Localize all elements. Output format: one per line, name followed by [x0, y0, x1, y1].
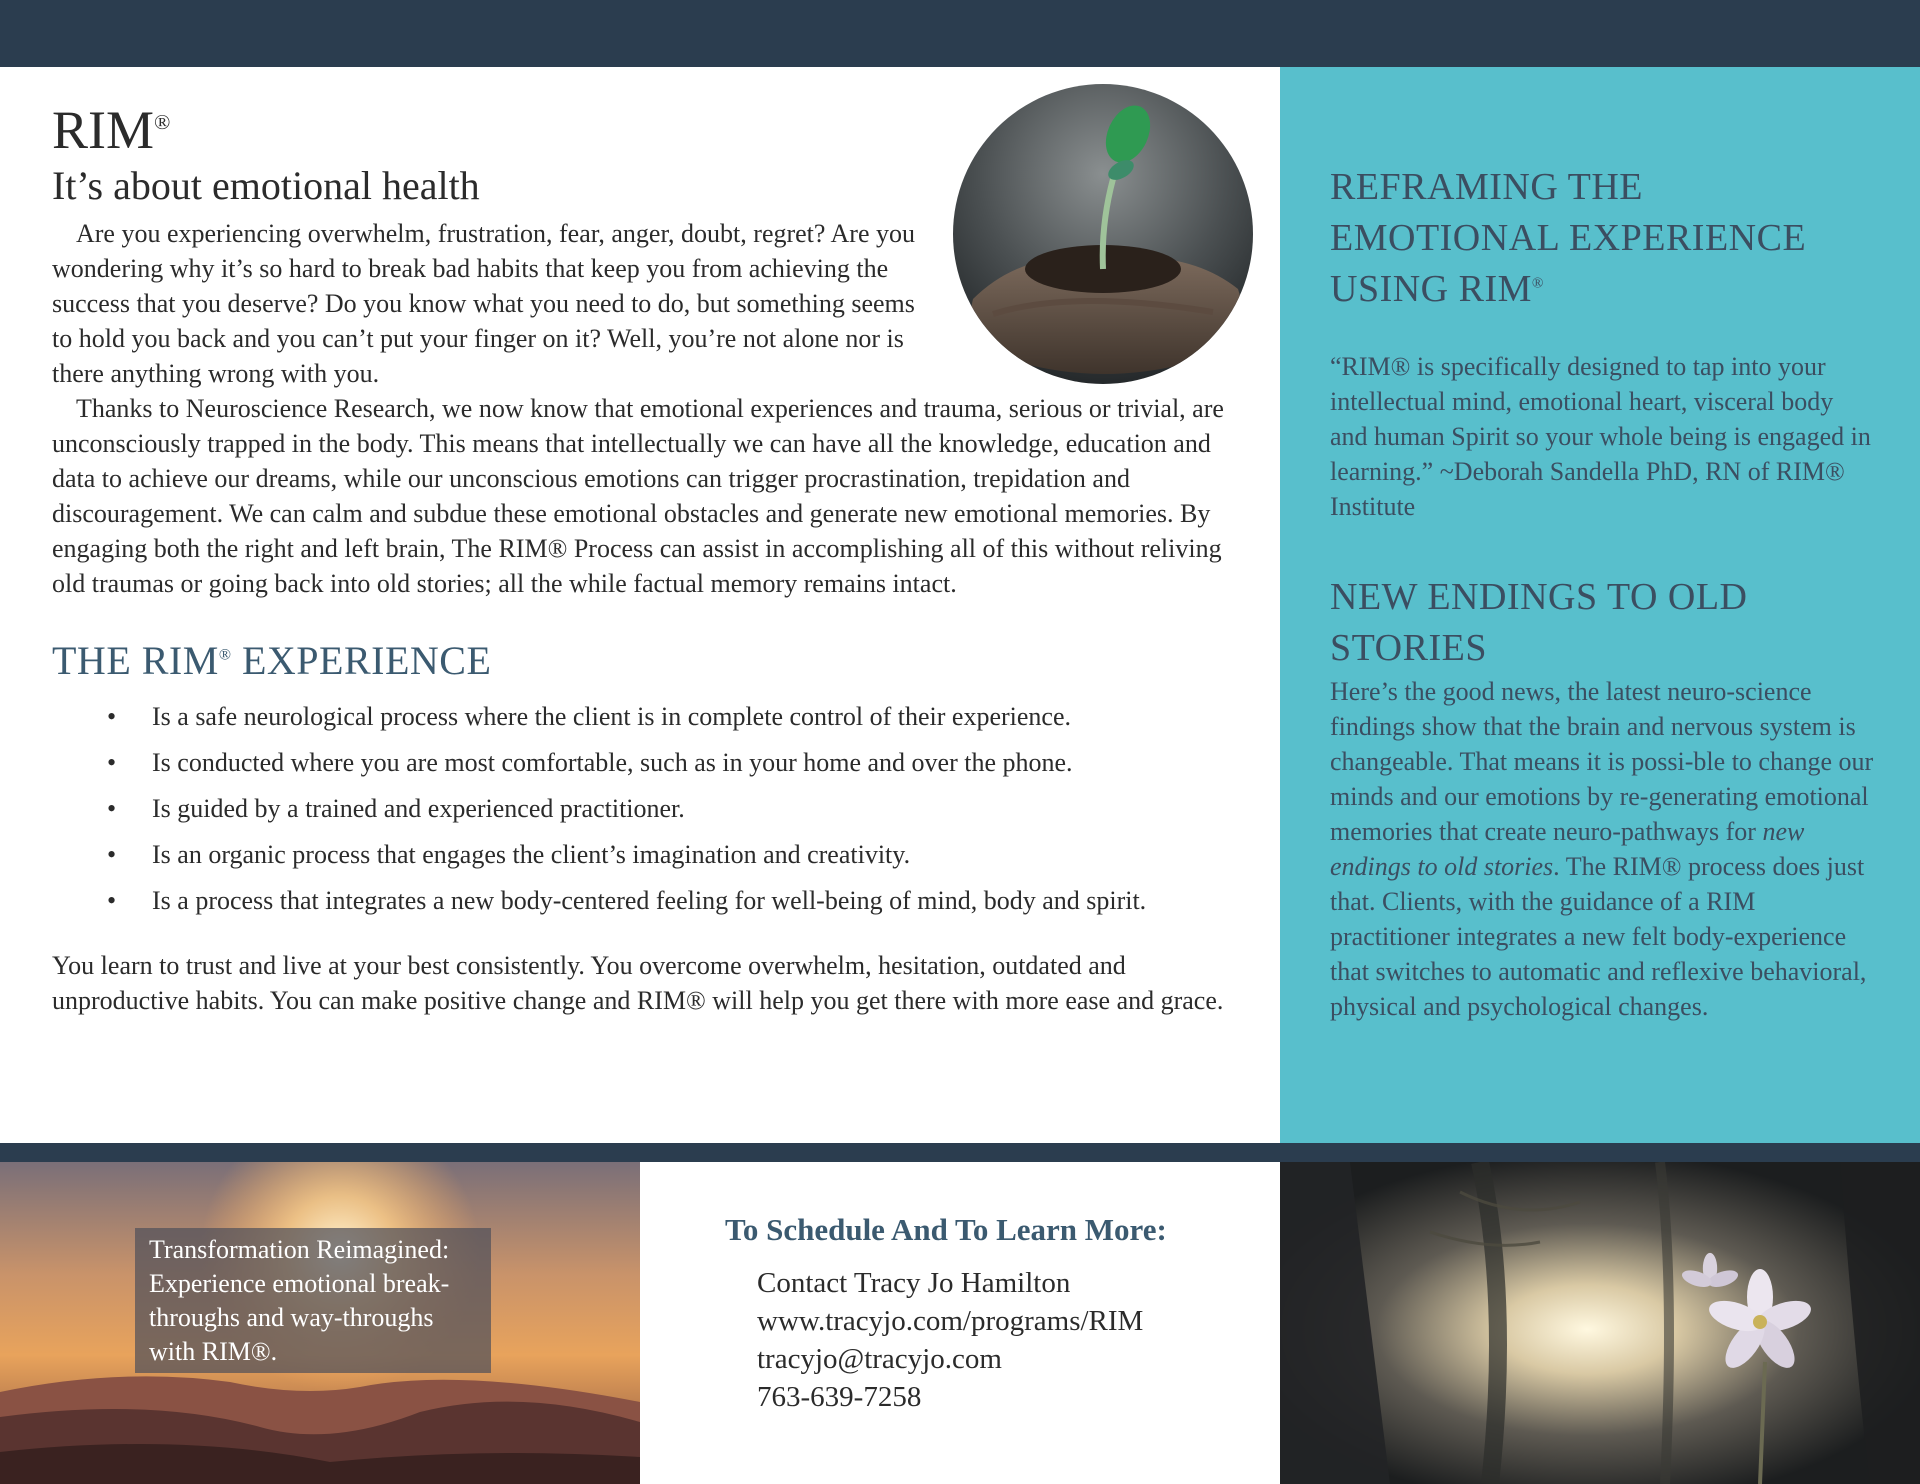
contact-email[interactable]: tracyjo@tracyjo.com [757, 1343, 1002, 1375]
contact-block [725, 1210, 1245, 1416]
sunset-mountains-photo [0, 1162, 640, 1484]
divider-band [0, 1143, 1920, 1162]
contact-url[interactable]: www.tracyjo.com/programs/RIM [757, 1305, 1144, 1337]
sidebar-panel [1280, 67, 1920, 1143]
page-subtitle: It’s about emotional health [52, 163, 480, 208]
experience-heading: THE RIM® EXPERIENCE [52, 638, 492, 683]
intro-paragraph-2: Thanks to Neuroscience Research, we now know that emotional experiences and trauma, serious or trivial, are unconsciously trapped in the body. This means that intellectually we can have all the knowledge, education and data to achieve our dreams, while our unconscious emotions can trigger procrastination, trepidation and discouragement. We can calm and subdue these emotional obstacles and generate new emotional memories. By engaging both the right and left brain, The RIM® Process can assist in accomplishing all of this without reliving old traumas or going back into old stories; all the while factual memory remains intact. [52, 394, 1224, 598]
list-item: • Is a safe neurological process where the client is in complete control of their experience. [152, 699, 1227, 734]
list-item: • Is conducted where you are most comfortable, such as in your home and over the phone. [152, 745, 1227, 780]
experience-list [52, 699, 1227, 918]
sidebar-content [1330, 162, 1875, 1024]
flower-forest-photo [1280, 1162, 1920, 1484]
rim-quote: “RIM® is specifically designed to tap into your intellectual mind, emotional heart, visceral body and human Spirit so your whole being is engaged in learning.” ~Deborah Sandella PhD, RN of RIM® Institute [1330, 352, 1871, 521]
top-banner [0, 0, 1920, 67]
list-item: • Is a process that integrates a new body-centered feeling for well-being of mind, body and spirit. [152, 883, 1227, 918]
new-endings-paragraph: Here’s the good news, the latest neuro-science findings show that the brain and nervous system is changeable. That means it is possi-ble to change our minds and our emotions by re-generating emotional memories that create neuro-pathways for new endings to old stories. The RIM® process does just that. Clients, with the guidance of a RIM practitioner integrates a new felt body-experience that switches to automatic and reflexive behavioral, physical and psychological changes. [1330, 677, 1874, 1021]
page-title: RIM® [52, 100, 171, 160]
closing-paragraph: You learn to trust and live at your best consistently. You overcome overwhelm, hesitation, outdated and unproductive habits. You can make positive change and RIM® will help you get there with more ease and grace. [52, 951, 1224, 1015]
intro-paragraph-1: Are you experiencing overwhelm, frustration, fear, anger, doubt, regret? Are you wondering why it’s so hard to break bad habits that keep you from achieving the success that you deserve? Do you know what you need to do, but something seems to hold you back and you can’t put your finger on it? Well, you’re not alone nor is there anything wrong with you. [52, 219, 915, 388]
list-item: • Is an organic process that engages the client’s imagination and creativity. [152, 837, 1227, 872]
new-endings-heading: NEW ENDINGS TO OLD STORIES [1330, 576, 1748, 669]
reframing-heading: REFRAMING THE EMOTIONAL EXPERIENCE USING RIM® [1330, 166, 1807, 310]
contact-heading: To Schedule And To Learn More: [725, 1212, 1167, 1247]
caption-box: Transformation Reimagined: Experience emotional break-throughs and way-throughs with RIM®. [135, 1228, 491, 1373]
list-item: • Is guided by a trained and experienced practitioner. [152, 791, 1227, 826]
seedling-in-hands-photo [953, 84, 1253, 384]
contact-phone[interactable]: 763-639-7258 [757, 1381, 922, 1413]
contact-name: Contact Tracy Jo Hamilton [757, 1267, 1071, 1299]
